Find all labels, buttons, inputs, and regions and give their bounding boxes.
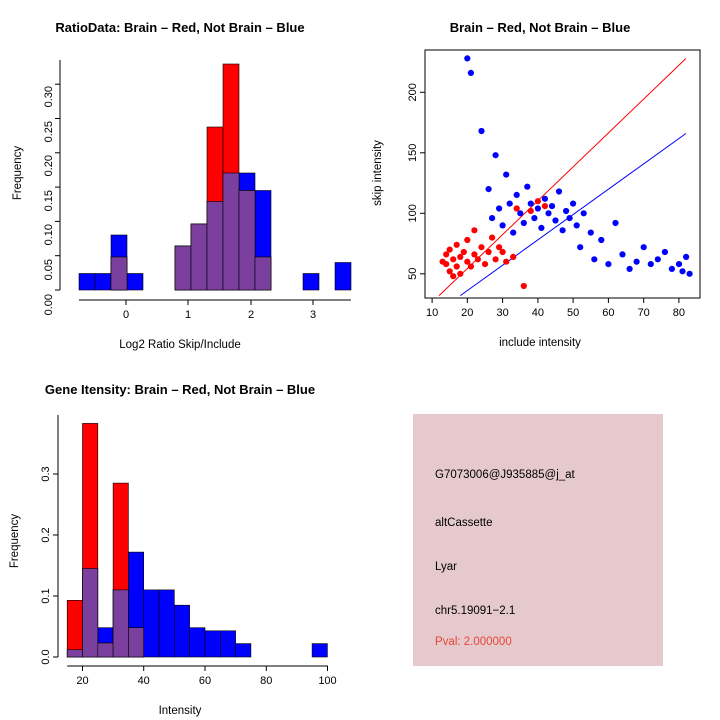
ytick-0.10: 0.10: [43, 224, 55, 246]
xtick-40: 40: [137, 675, 150, 687]
gene-histogram-title: Gene Itensity: Brain – Red, Not Brain – Blue: [44, 382, 316, 397]
ytick-150: 150: [407, 143, 419, 162]
xtick-10: 10: [425, 307, 439, 319]
ratio-histogram-ylabel: Frequency: [12, 145, 24, 201]
ytick-0.15: 0.15: [43, 190, 55, 212]
gene-histogram-plot: [0, 360, 360, 720]
ytick-0.2: 0.2: [40, 527, 52, 543]
xtick-1: 1: [184, 309, 192, 321]
ytick-0.05: 0.05: [43, 259, 55, 281]
panel-gene-histogram: [0, 360, 360, 720]
event-type: altCassette: [435, 517, 493, 529]
ytick-0.3: 0.3: [40, 466, 52, 482]
panel-ratio-histogram: [0, 0, 360, 360]
xtick-40: 40: [531, 307, 545, 319]
ytick-0.00: 0.00: [43, 294, 55, 316]
xtick-60: 60: [198, 675, 212, 687]
xtick-20: 20: [76, 675, 89, 687]
ytick-0.25: 0.25: [43, 121, 55, 143]
xtick-50: 50: [566, 307, 580, 319]
panel-intensity-scatter: [360, 0, 720, 360]
ytick-0.30: 0.30: [43, 86, 55, 108]
pval: Pval: 2.000000: [435, 636, 512, 648]
ytick-0.20: 0.20: [43, 155, 55, 177]
ytick-0.1: 0.1: [40, 588, 52, 604]
gene-histogram-ylabel: Frequency: [9, 513, 21, 569]
ytick-50: 50: [407, 267, 419, 280]
probe-id: G7073006@J935885@j_at: [435, 469, 575, 481]
xtick-80: 80: [672, 307, 686, 319]
xtick-20: 20: [461, 307, 474, 319]
scatter-plot: [360, 0, 720, 360]
scatter-title: Brain – Red, Not Brain – Blue: [449, 20, 631, 35]
not-brain-bars: [67, 552, 327, 657]
ytick-0.0: 0.0: [40, 649, 52, 665]
xtick-30: 30: [496, 307, 509, 319]
scatter-ylabel: skip intensity: [372, 140, 384, 206]
ratio-histogram-plot: [0, 0, 360, 360]
gene-histogram-xlabel: Intensity: [158, 705, 202, 717]
ratio-histogram-title: RatioData: Brain – Red, Not Brain – Blue: [55, 20, 305, 35]
probe-info-panel: [413, 414, 663, 666]
ytick-100: 100: [407, 204, 419, 223]
ytick-200: 200: [407, 83, 419, 102]
xtick-2: 2: [247, 309, 255, 321]
locus: chr5.19091−2.1: [435, 605, 516, 617]
gene-name: Lyar: [435, 561, 457, 573]
xtick-100: 100: [318, 675, 337, 687]
xtick-0: 0: [122, 309, 130, 321]
overlap-bars: [111, 173, 271, 290]
xtick-80: 80: [260, 675, 273, 687]
not-brain-points: [464, 55, 693, 277]
xtick-70: 70: [637, 307, 650, 319]
xtick-3: 3: [309, 309, 317, 321]
ratio-histogram-xlabel: Log2 Ratio Skip/Include: [119, 339, 241, 351]
xtick-60: 60: [602, 307, 615, 319]
scatter-xlabel: include intensity: [499, 337, 581, 349]
